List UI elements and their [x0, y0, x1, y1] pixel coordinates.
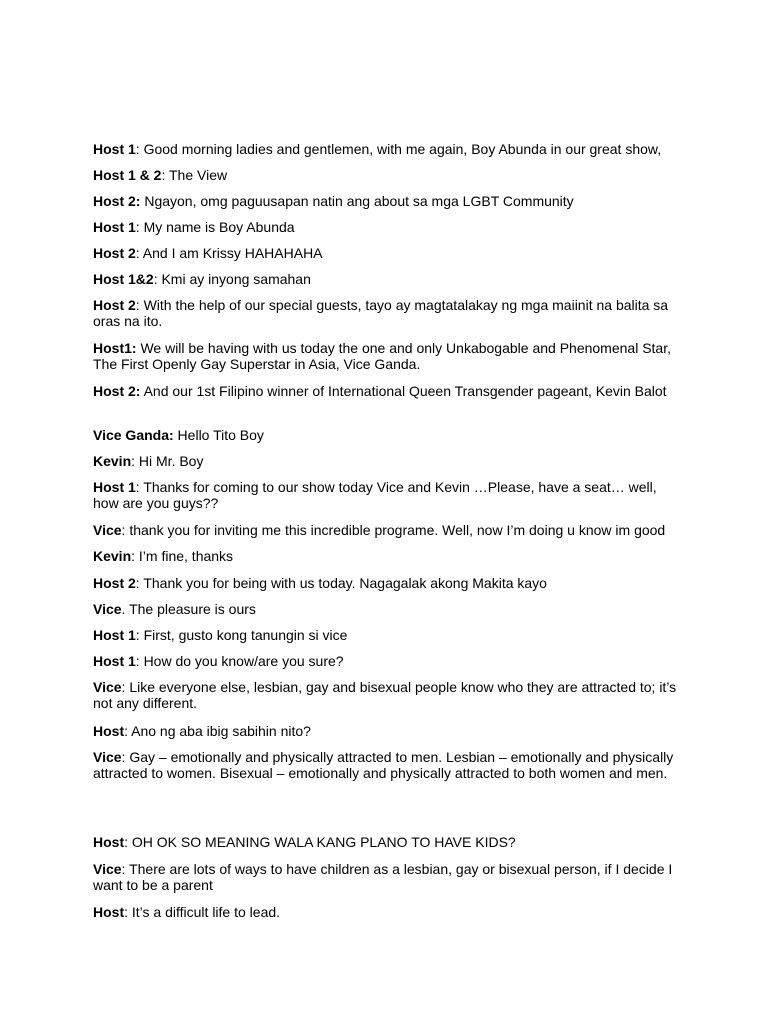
dialogue-line: [93, 167, 683, 183]
dialogue-line: [93, 141, 683, 157]
dialogue-text: . The pleasure is ours: [121, 601, 256, 617]
dialogue-text: : It’s a difficult life to lead.: [124, 904, 281, 920]
speaker-label: Host 1: [93, 219, 136, 235]
dialogue-line: [93, 679, 683, 711]
dialogue-text: Ngayon, omg paguusapan natin ang about sa mga LGBT Community: [140, 193, 574, 209]
dialogue-text: : First, gusto kong tanungin si vice: [135, 627, 348, 643]
dialogue-line: [93, 297, 683, 329]
dialogue-line: [93, 383, 683, 399]
speaker-label: Host1:: [93, 340, 137, 356]
dialogue-text: : Hi Mr. Boy: [131, 453, 204, 469]
speaker-label: Host 2: [93, 297, 136, 313]
dialogue-line: [93, 453, 683, 469]
speaker-label: Kevin: [93, 453, 132, 469]
speaker-label: Host 2: [93, 575, 136, 591]
speaker-label: Host 1&2: [93, 271, 154, 287]
speaker-label: Vice: [93, 861, 122, 877]
speaker-label: Vice: [93, 601, 122, 617]
dialogue-line: [93, 861, 683, 893]
speaker-label: Host 1 & 2: [93, 167, 162, 183]
dialogue-text: : Thanks for coming to our show today Vice and Kevin …Please, have a seat… well, how are you guys??: [93, 479, 657, 511]
dialogue-text: And our 1st Filipino winner of International Queen Transgender pageant, Kevin Balot: [140, 383, 667, 399]
dialogue-text: Hello Tito Boy: [173, 427, 264, 443]
speaker-label: Vice: [93, 749, 122, 765]
dialogue-text: : How do you know/are you sure?: [135, 653, 344, 669]
dialogue-text: : thank you for inviting me this incredible programe. Well, now I’m doing u know im good: [121, 522, 666, 538]
dialogue-line: [93, 219, 683, 235]
dialogue-line: [93, 723, 683, 739]
dialogue-line: [93, 271, 683, 287]
dialogue-line: [93, 427, 683, 443]
dialogue-line: [93, 601, 683, 617]
dialogue-line: [93, 193, 683, 209]
dialogue-text: : OH OK SO MEANING WALA KANG PLANO TO HAVE KIDS?: [124, 834, 516, 850]
speaker-label: Host: [93, 723, 125, 739]
dialogue-line: [93, 653, 683, 669]
dialogue-text: : Thank you for being with us today. Nagagalak akong Makita kayo: [135, 575, 547, 591]
dialogue-line: [93, 834, 683, 850]
dialogue-line: [93, 575, 683, 591]
speaker-label: Host 2: [93, 245, 136, 261]
dialogue-text: We will be having with us today the one and only Unkabogable and Phenomenal Star, The First Openly Gay Superstar in Asia, Vice Ganda.: [93, 340, 671, 372]
speaker-label: Vice Ganda:: [93, 427, 174, 443]
speaker-label: Host 1: [93, 479, 136, 495]
speaker-label: Host 1: [93, 627, 136, 643]
dialogue-text: : Like everyone else, lesbian, gay and bisexual people know who they are attracted to; it’s not any different.: [93, 679, 677, 711]
dialogue-text: : Good morning ladies and gentlemen, with me again, Boy Abunda in our great show,: [135, 141, 662, 157]
dialogue-line: [93, 904, 683, 920]
speaker-label: Host 1: [93, 653, 136, 669]
dialogue-line: [93, 340, 683, 372]
dialogue-text: : My name is Boy Abunda: [135, 219, 295, 235]
dialogue-text: : Gay – emotionally and physically attracted to men. Lesbian – emotionally and physically attracted to women. Bisexual – emotionally and physically attracted to both women and men.: [93, 749, 674, 781]
dialogue-text: : Ano ng aba ibig sabihin nito?: [124, 723, 311, 739]
speaker-label: Vice: [93, 679, 122, 695]
dialogue-line: [93, 479, 683, 511]
dialogue-text: : There are lots of ways to have children as a lesbian, gay or bisexual person, if I decide I want to be a parent: [93, 861, 673, 893]
dialogue-text: : I’m fine, thanks: [131, 548, 234, 564]
speaker-label: Host: [93, 904, 125, 920]
dialogue-text: : And I am Krissy HAHAHAHA: [135, 245, 323, 261]
dialogue-line: [93, 627, 683, 643]
dialogue-line: [93, 749, 683, 781]
speaker-label: Kevin: [93, 548, 132, 564]
dialogue-line: [93, 522, 683, 538]
dialogue-text: : The View: [161, 167, 228, 183]
dialogue-line: [93, 245, 683, 261]
dialogue-text: : Kmi ay inyong samahan: [153, 271, 311, 287]
speaker-label: Host: [93, 834, 125, 850]
speaker-label: Host 2:: [93, 383, 141, 399]
dialogue-text: : With the help of our special guests, tayo ay magtatalakay ng mga maiinit na balita sa oras na ito.: [93, 297, 669, 329]
speaker-label: Host 2:: [93, 193, 141, 209]
speaker-label: Vice: [93, 522, 122, 538]
dialogue-line: [93, 548, 683, 564]
speaker-label: Host 1: [93, 141, 136, 157]
